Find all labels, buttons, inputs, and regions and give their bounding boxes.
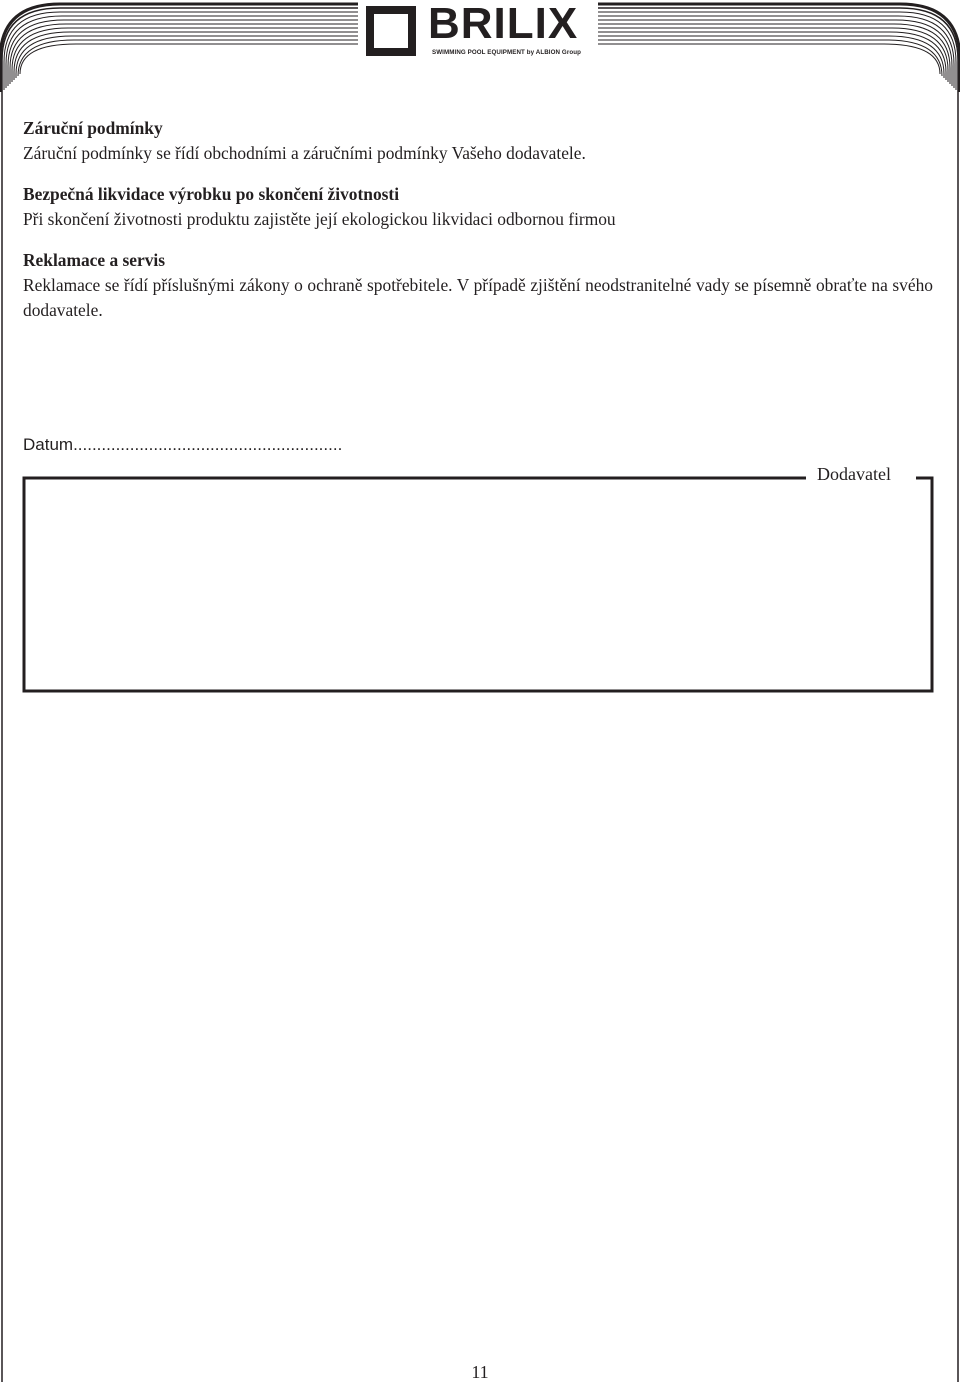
- document-content: [23, 116, 933, 339]
- logo-tagline: SWIMMING POOL EQUIPMENT by ALBION Group: [432, 49, 581, 56]
- disposal-section: [23, 182, 933, 232]
- date-field: Datum.........................................................: [23, 435, 343, 454]
- page-number: 11: [471, 1362, 489, 1382]
- brilix-logo: [366, 0, 592, 58]
- section-title: Bezpečná likvidace výrobku po skončení životnosti: [23, 184, 400, 204]
- supplier-box: [24, 478, 932, 691]
- complaints-section: [23, 248, 933, 323]
- section-body: Reklamace se řídí příslušnými zákony o ochraně spotřebitele. V případě zjištění neodstranitelné vady se písemně obraťte na svého dodavatele.: [23, 275, 933, 320]
- section-title: Reklamace a servis: [23, 250, 165, 270]
- section-title: Záruční podmínky: [23, 118, 163, 138]
- section-body: Při skončení životnosti produktu zajistěte její ekologickou likvidaci odbornou firmou: [23, 209, 616, 229]
- warranty-section: [23, 116, 933, 166]
- logo-square-mark: [366, 6, 416, 56]
- supplier-label: Dodavatel: [813, 464, 895, 485]
- logo-wordmark: BRILIX: [428, 0, 579, 48]
- section-body: Záruční podmínky se řídí obchodními a záručními podmínky Vašeho dodavatele.: [23, 143, 586, 163]
